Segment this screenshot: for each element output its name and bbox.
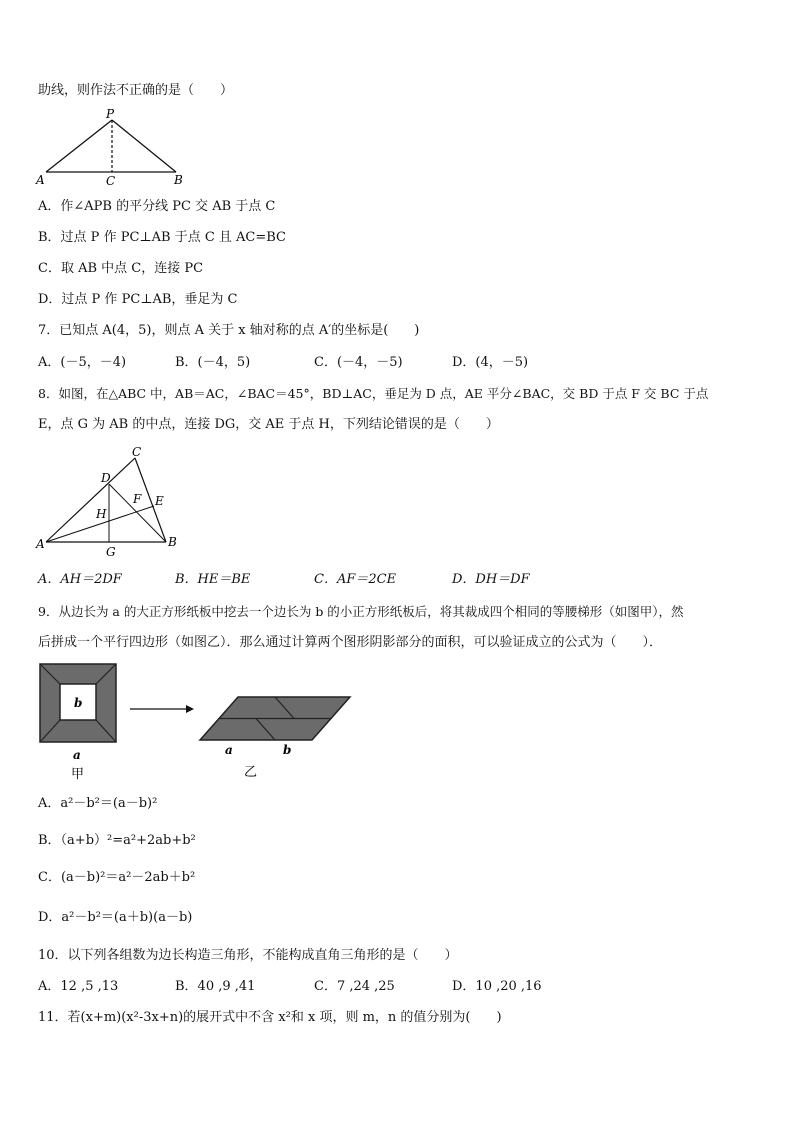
q8-label-e: E	[155, 494, 164, 508]
q9-yi-caption: 乙	[244, 765, 258, 780]
q9-option-c: C．(a－b)²＝a²－2ab＋b²	[38, 870, 196, 885]
q8-label-d: D	[101, 471, 111, 485]
q9-option-a: A．a²－b²＝(a－b)²	[38, 796, 158, 811]
q6-option-c: C．取 AB 中点 C，连接 PC	[38, 261, 204, 276]
q9-yi-b-label: b	[283, 743, 292, 757]
q8-label-c: C	[132, 445, 142, 459]
q10-option-d: D．10 ,20 ,16	[452, 979, 542, 994]
q8-label-h: H	[96, 507, 107, 521]
q7-option-c: C．(－4，－5)	[314, 355, 403, 370]
q9-jia-b-label: b	[74, 696, 83, 710]
q6-option-d: D．过点 P 作 PC⊥AB，垂足为 C	[38, 292, 238, 307]
q6-label-c: C	[106, 174, 116, 188]
q9-stem-line1: 9．从边长为 a 的大正方形纸板中挖去一个边长为 b 的小正方形纸板后，将其裁成四个相同的等腰梯形（如图甲），然	[38, 604, 684, 619]
q6-stem: 助线，则作法不正确的是（ ）	[38, 83, 234, 98]
q9-figure-yi	[196, 690, 356, 782]
q9-figure-jia	[38, 662, 122, 782]
q9-option-d: D．a²－b²＝(a＋b)(a－b)	[38, 910, 193, 925]
q7-option-b: B．(－4，5)	[175, 355, 251, 370]
q9-jia-caption: 甲	[71, 767, 85, 782]
q8-label-g: G	[106, 545, 116, 559]
q10-option-b: B．40 ,9 ,41	[175, 979, 256, 994]
q9-arrow	[128, 702, 198, 716]
q8-stem-line1: 8．如图，在△ABC 中，AB＝AC，∠BAC＝45°，BD⊥AC，垂足为 D 点，AE 平分∠BAC，交 BD 于点 F 交 BC 于点	[38, 386, 709, 401]
q6-label-b: B	[174, 173, 183, 187]
q11-stem: 11．若(x+m)(x²-3x+n)的展开式中不含 x²和 x 项，则 m，n 的值分别为( )	[38, 1010, 502, 1025]
q8-label-f: F	[133, 492, 142, 506]
q8-label-a: A	[36, 537, 45, 551]
q6-option-a: A．作∠APB 的平分线 PC 交 AB 于点 C	[38, 199, 276, 214]
q9-stem-line2: 后拼成一个平行四边形（如图乙）．那么通过计算两个图形阴影部分的面积，可以验证成立的公式为（ ）．	[38, 635, 663, 650]
q8-figure	[34, 442, 184, 562]
q7-stem: 7．已知点 A(4，5)，则点 A 关于 x 轴对称的点 A′的坐标是( )	[38, 323, 420, 338]
q7-option-d: D．(4，－5)	[452, 355, 529, 370]
q6-label-p: P	[106, 107, 115, 121]
q6-option-b: B．过点 P 作 PC⊥AB 于点 C 且 AC=BC	[38, 230, 287, 245]
q8-option-c: C．AF＝2CE	[314, 572, 397, 587]
q7-option-a: A．(－5，－4)	[38, 355, 127, 370]
q9-yi-a-label: a	[225, 743, 233, 757]
q10-option-a: A．12 ,5 ,13	[38, 979, 119, 994]
q8-option-b: B．HE＝BE	[175, 572, 251, 587]
q8-option-a: A．AH＝2DF	[38, 572, 122, 587]
q6-label-a: A	[36, 173, 45, 187]
q9-option-b: B．（a+b）²=a²+2ab+b²	[38, 833, 196, 848]
q8-option-d: D．DH＝DF	[452, 572, 530, 587]
q8-stem-line2: E，点 G 为 AB 的中点，连接 DG，交 AE 于点 H，下列结论错误的是（ ）	[38, 417, 499, 432]
q10-stem: 10．以下列各组数为边长构造三角形，不能构成直角三角形的是（ ）	[38, 948, 458, 963]
q10-option-c: C．7 ,24 ,25	[314, 979, 395, 994]
q9-jia-a-label: a	[73, 748, 81, 762]
q8-label-b: B	[168, 535, 177, 549]
q6-figure	[34, 106, 194, 188]
